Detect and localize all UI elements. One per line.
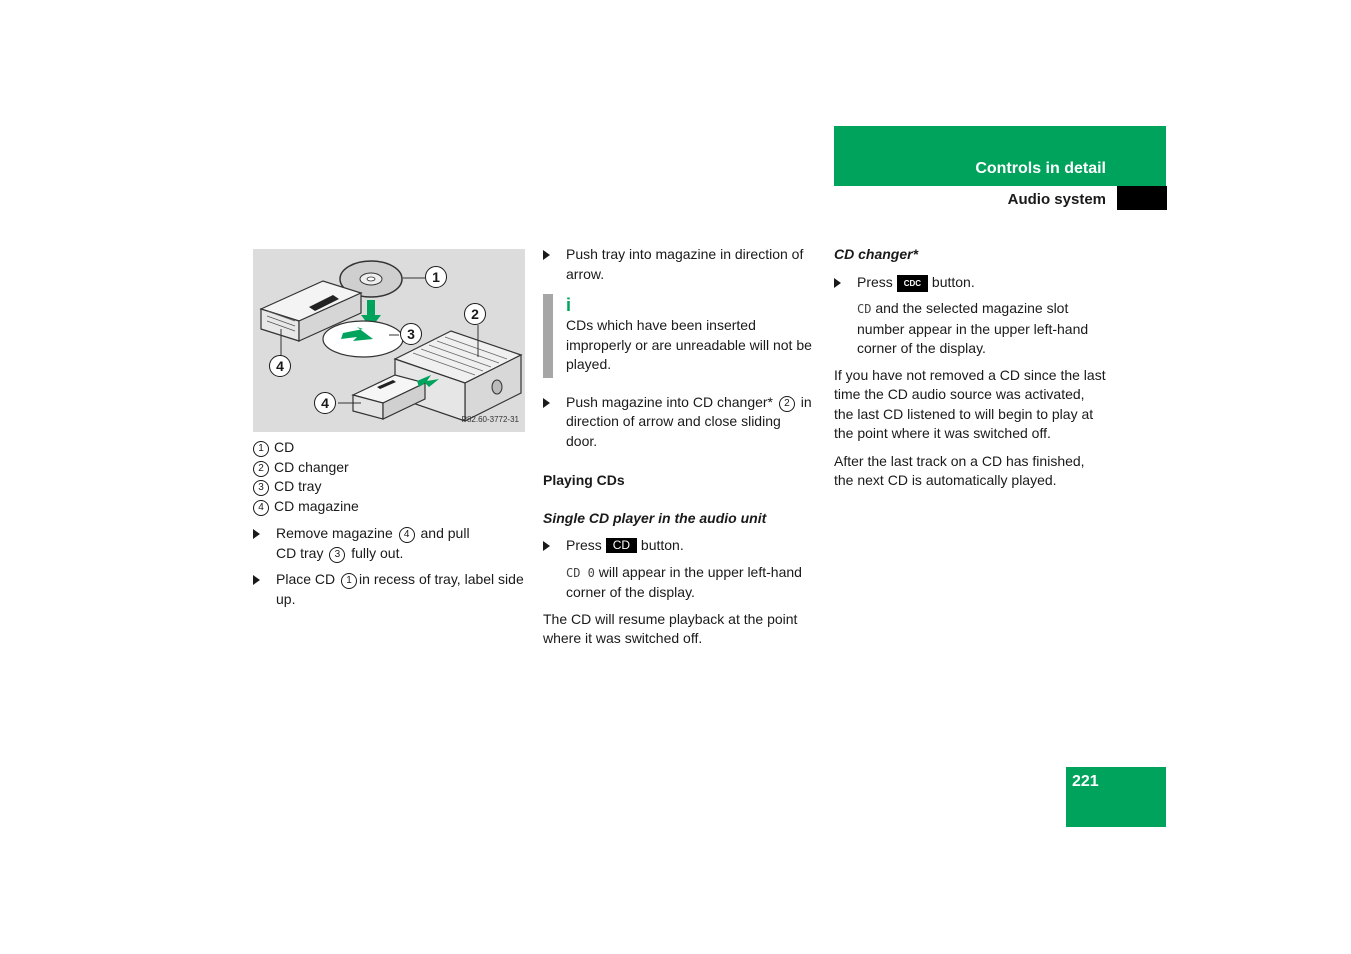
legend [253,438,525,516]
step-text: fully out. [351,544,404,561]
callout-3: 3 [400,323,422,345]
step-text: Press [857,273,893,290]
step-remove-magazine [253,524,525,563]
step-press-cd [543,536,815,556]
column-1 [253,249,525,616]
step-text: and pull [420,525,470,541]
step-text: CD tray [276,544,324,561]
bullet-arrow-icon [253,575,260,585]
cdc-button-key: CDC [897,275,928,292]
column-2 [543,245,815,657]
step-text: button. [931,273,975,290]
info-icon: i [566,295,572,315]
legend-num: 2 [253,461,269,477]
info-note [543,294,815,375]
legend-label: CD magazine [274,497,359,514]
step-press-cdc [834,273,1106,293]
callout-1: 1 [425,266,447,288]
cd-changer-figure [253,249,525,432]
cd-button-key: CD [606,538,637,553]
step-place-cd [253,570,525,609]
paragraph-next-cd: After the last track on a CD has finished, the next CD is automatically played. [834,452,1085,488]
header-marker [1117,186,1167,210]
step-text: Push magazine into CD changer* [566,393,774,410]
figure-code: P82.60-3772-31 [461,414,519,424]
display-desc: and the selected magazine slot number appear in the upper left-hand corner of the display. [857,300,1089,356]
subheading-cd-changer: CD changer* [834,246,919,262]
bullet-arrow-icon [834,278,841,288]
inline-num: 2 [779,396,795,412]
display-readout: CD [857,302,872,316]
step-text: in direction of arrow and close sliding door. [566,393,812,449]
legend-label: CD changer [274,458,349,475]
display-desc: will appear in the upper left-hand corner of the display. [566,563,802,600]
step-text: Press [566,537,602,553]
step-push-magazine [543,393,815,452]
legend-item [253,438,525,458]
info-bar [543,294,553,378]
subsection-title: Audio system [1007,191,1106,208]
display-note [543,563,815,603]
step-text: Place CD [276,571,336,587]
legend-item [253,497,525,517]
page-number: 221 [1072,773,1099,790]
legend-item [253,458,525,478]
section-title: Controls in detail [975,160,1106,177]
display-readout: CD 0 [566,565,595,580]
legend-label: CD tray [274,478,322,494]
display-note [834,299,1106,359]
callout-2: 2 [464,303,486,325]
step-push-tray [543,245,815,284]
step-text: in recess of tray, label side up. [276,571,524,607]
legend-item [253,477,525,497]
info-text: CDs which have been inserted improperly or are unreadable will not be played. [566,317,812,372]
step-text: Remove magazine [276,525,393,541]
paragraph-resume: If you have not removed a CD since the last time the CD audio source was activated, the last CD listened to will begin to play at the point where it was switched off. [834,366,1106,441]
step-text: button. [640,537,684,553]
bullet-arrow-icon [543,398,550,408]
step-text: Push tray into magazine in direction of arrow. [566,246,804,282]
inline-num: 1 [341,573,357,589]
inline-num: 4 [399,527,415,543]
heading-playing-cds: Playing CDs [543,472,625,488]
bullet-arrow-icon [543,541,550,551]
column-3 [834,245,1106,499]
section-header [834,126,1166,186]
legend-num: 3 [253,480,269,496]
inline-num: 3 [329,547,345,563]
legend-label: CD [274,439,295,455]
legend-num: 4 [253,500,269,516]
bullet-arrow-icon [253,529,260,539]
callout-4a: 4 [269,355,291,377]
page-number-box [1066,767,1166,827]
bullet-arrow-icon [543,250,550,260]
legend-num: 1 [253,441,269,457]
subheading-single-cd: Single CD player in the audio unit [543,509,767,526]
resume-paragraph: The CD will resume playback at the point where it was switched off. [543,610,798,646]
cd-changer-illustration [253,249,525,432]
callout-4b: 4 [314,392,336,414]
